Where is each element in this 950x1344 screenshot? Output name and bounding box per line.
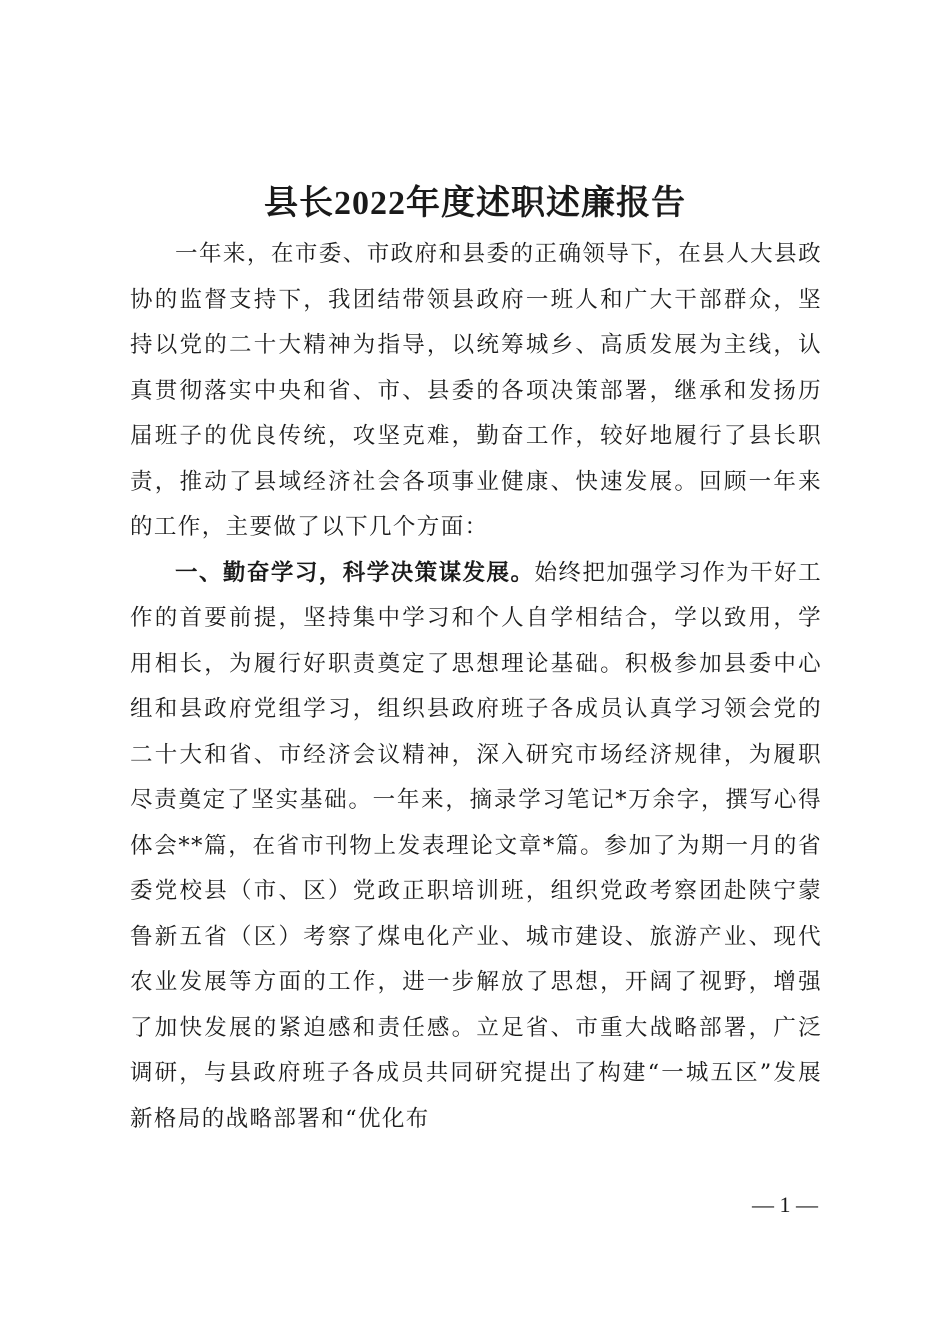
paragraph-text: 始终把加强学习作为干好工作的首要前提，坚持集中学习和个人自学相结合，学以致用，学用相长，为履行好职责奠定了思想理论基础。积极参加县委中心组和县政府党组学习，组织县政府班子各成员认真学习领会党的二十大和省、市经济会议精神，深入研究市场经济规律，为履职尽责奠定了坚实基础。一年来，摘录学习笔记*万余字，撰写心得体会**篇，在省市刊物上发表理论文章*篇。参加了为期一月的省委党校县（市、区）党政正职培训班，组织党政考察团赴陕宁蒙鲁新五省（区）考察了煤电化产业、城市建设、旅游产业、现代农业发展等方面的工作，进一步解放了思想，开阔了视野，增强了加快发展的紧迫感和责任感。立足省、市重大战略部署，广泛调研，与县政府班子各成员共同研究提出了构建“一城五区”发展新格局的战略部署和“优化布 (130, 559, 822, 1132)
page-number: — 1 — (752, 1192, 818, 1217)
section-heading: 一、勤奋学习，科学决策谋发展。 (175, 559, 535, 586)
paragraph-text: 一年来，在市委、市政府和县委的正确领导下，在县人大县政协的监督支持下，我团结带领县政府一班人和广大干部群众，坚持以党的二十大精神为指导，以统筹城乡、高质发展为主线，认真贯彻落实中央和省、市、县委的各项决策部署，继承和发扬历届班子的优良传统，攻坚克难，勤奋工作，较好地履行了县长职责，推动了县域经济社会各项事业健康、快速发展。回顾一年来的工作，主要做了以下几个方面： (130, 241, 822, 540)
body-paragraph (130, 551, 822, 1143)
document-body (130, 232, 822, 1142)
body-paragraph (130, 232, 822, 551)
document-title: 县长2022年度述职述廉报告 (264, 185, 686, 222)
